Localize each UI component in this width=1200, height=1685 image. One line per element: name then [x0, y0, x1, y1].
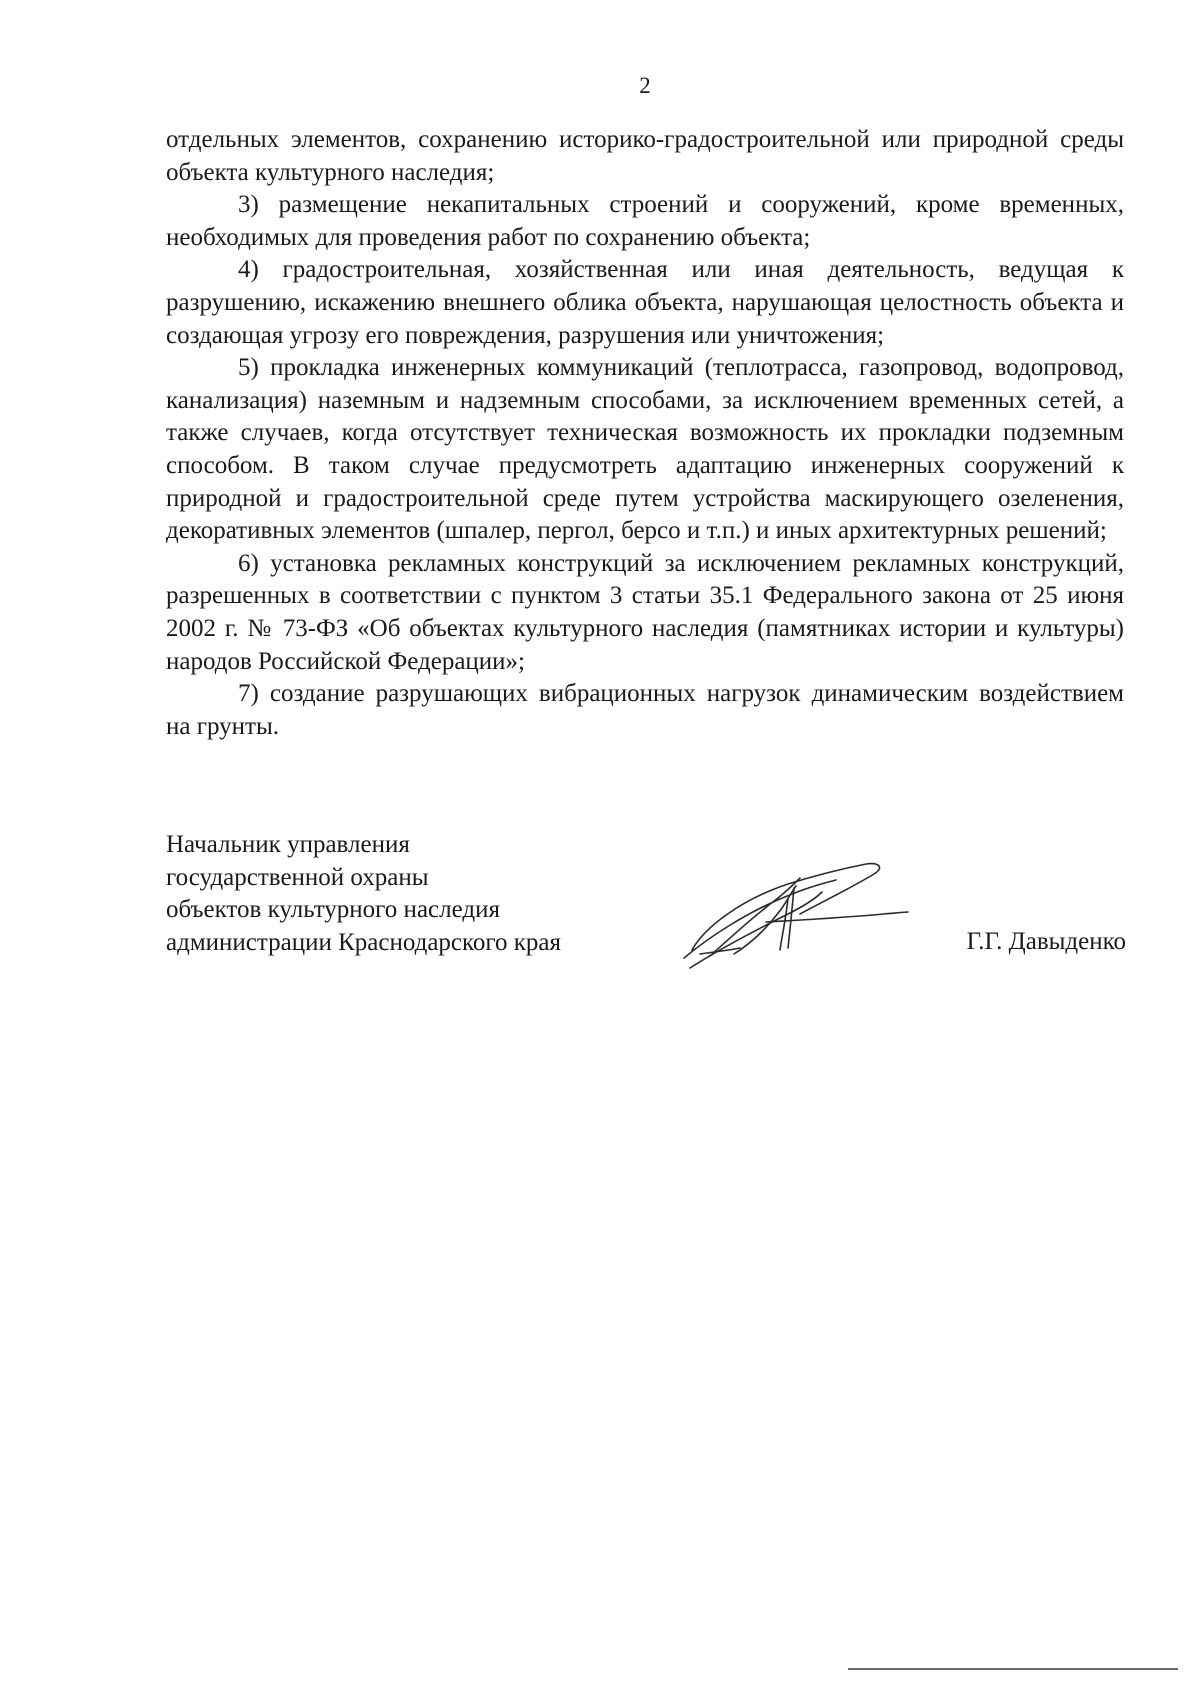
paragraph-item-4: 4) градостроительная, хозяйственная или иная деятельность, ведущая к разрушению, искажению внешнего облика объекта, нарушающая целостность объекта и создающая угрозу его повреждения, разрушения или уничтожения; [166, 256, 1124, 349]
signer-position-line: объектов культурного наследия [166, 896, 500, 924]
signature-block [166, 829, 1126, 959]
signer-position-line: Начальник управления [166, 831, 410, 858]
paragraph-item-7: 7) создание разрушающих вибрационных нагрузок динамическим воздействием на грунты. [166, 680, 1124, 740]
bottom-rule [848, 1668, 1178, 1670]
page-number: 2 [639, 73, 651, 98]
paragraph-item-5: 5) прокладка инженерных коммуникаций (теплотрасса, газопровод, водопровод, канализация) наземным и надземным способами, за исключением временных сетей, а также случаев, когда отсутствует техническая возможность их прокладки подземным способом. В таком случае предусмотреть адаптацию инженерных сооружений к природной и градостроительной среде путем устройства маскирующего озеленения, декоративных элементов (шпалер, пергол, берсо и т.п.) и иных архитектурных решений; [166, 354, 1124, 545]
paragraph-item-6: 6) установка рекламных конструкций за исключением рекламных конструкций, разрешенных в соответствии с пунктом 3 статьи 35.1 Федерального закона от 25 июня 2002 г. № 73-ФЗ «Об объектах культурного наследия (памятниках истории и культуры) народов Российской Федерации»; [166, 549, 1124, 675]
paragraph-continuation: отдельных элементов, сохранению историко-градостроительной или природной среды объекта культурного наследия; [166, 126, 1124, 186]
signer-position-line: администрации Краснодарского края [166, 928, 562, 956]
handwritten-signature-icon [670, 858, 920, 978]
signer-position-line: государственной охраны [166, 863, 429, 891]
body-text [166, 124, 1124, 743]
signer-name: Г.Г. Давыденко [966, 928, 1126, 955]
paragraph-item-3: 3) размещение некапитальных строений и сооружений, кроме временных, необходимых для проведения работ по сохранению объекта; [166, 191, 1124, 251]
